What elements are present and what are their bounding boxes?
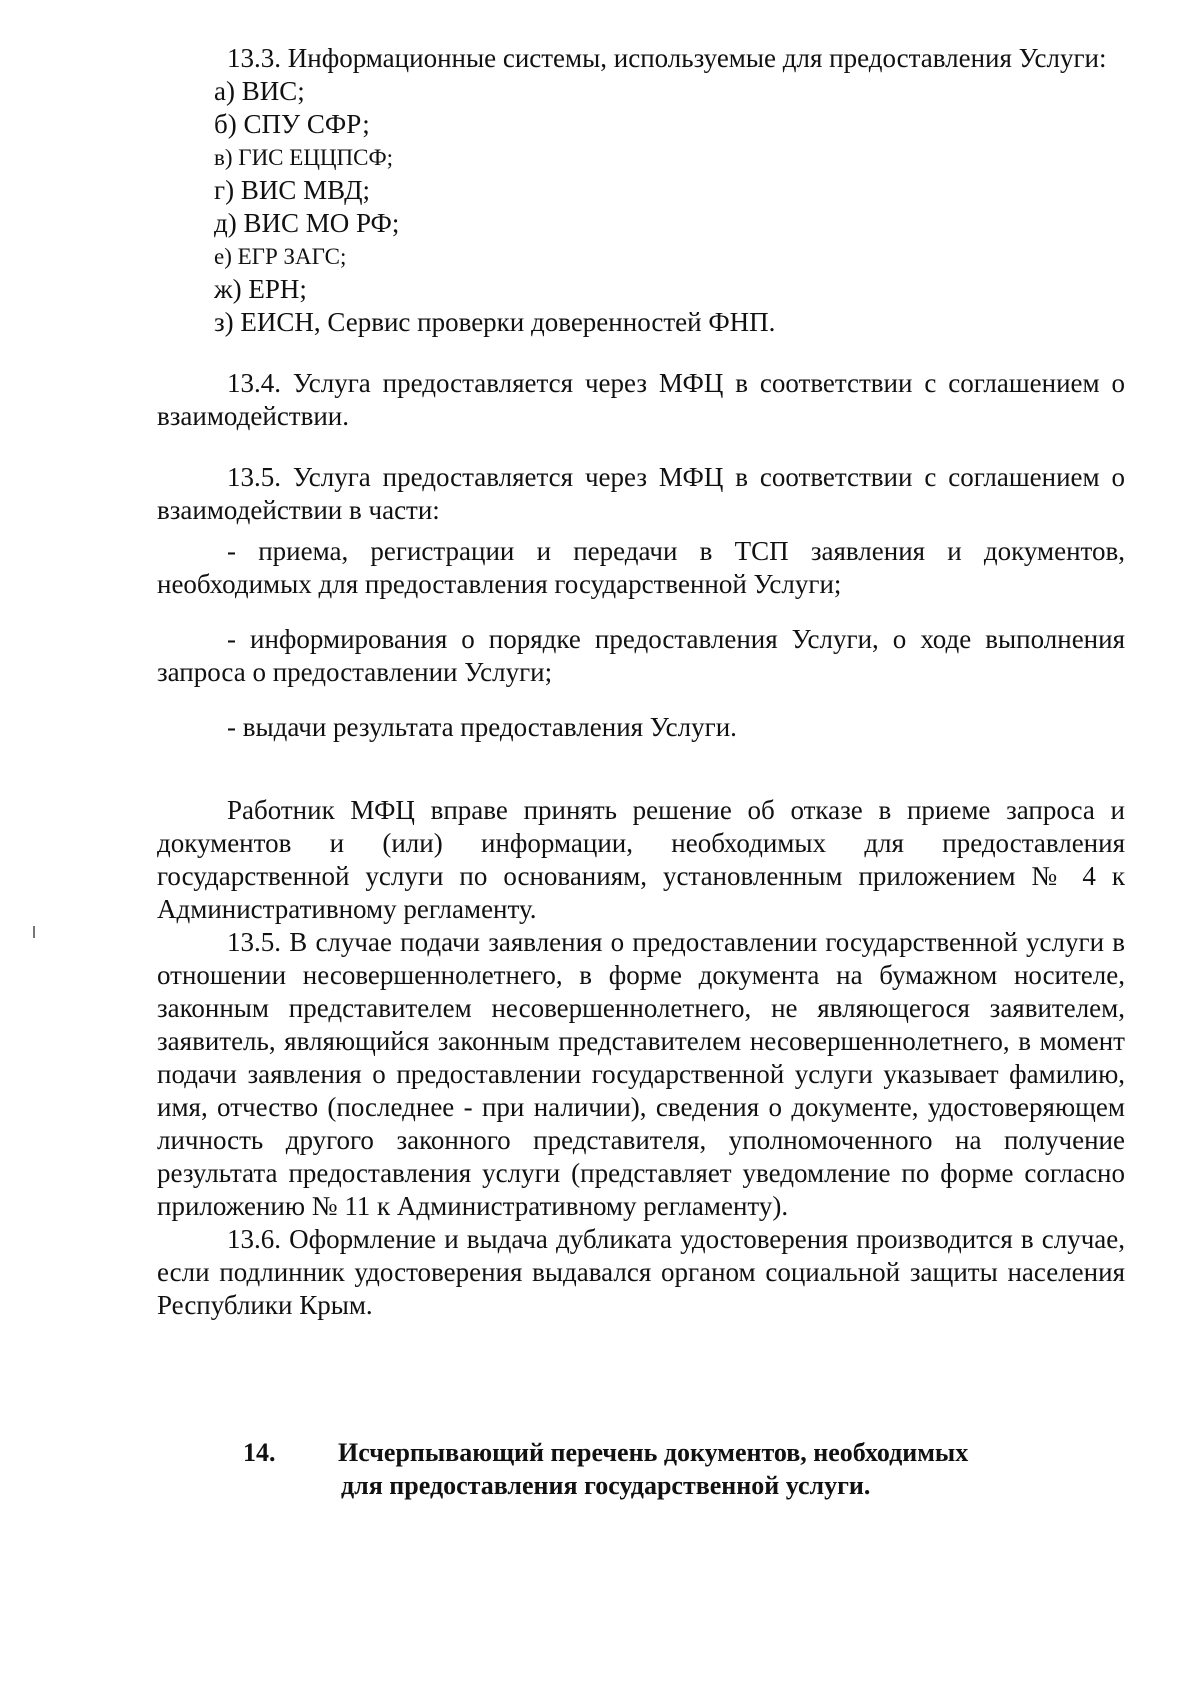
section-13-5-minor: 13.5. В случае подачи заявления о предоставлении государственной услуги в отношении несовершеннолетнего, в форме документа на бумажном носителе, законным представителем несовершеннолетнего, не являющегося заявителем, заявитель, являющийся законным представителем несовершеннолетнего, в момент подачи заявления о предоставлении государственной услуги указывает фамилию, имя, отчество (последнее - при наличии), сведения о документе, удостоверяющем личность другого законного представителя, уполномоченного на получение результата предоставления услуги (представляет уведомление по форме согласно приложению № 11 к Административному регламенту). — [157, 927, 1125, 1221]
section-14-title-line2: для предоставления государственной услуги. — [341, 1471, 871, 1500]
bullet-informing: - информирования о порядке предоставления Услуги, о ходе выполнения запроса о предоставлении Услуги; — [157, 624, 1125, 687]
list-item: в) ГИС ЕЦЦПСФ; — [214, 145, 394, 170]
section-14-title-line1: Исчерпывающий перечень документов, необходимых — [338, 1438, 969, 1467]
section-13-5-intro: 13.5. Услуга предоставляется через МФЦ в соответствии с соглашением о взаимодействии в части: — [157, 462, 1125, 525]
margin-mark — [33, 926, 35, 938]
mfc-refusal-paragraph: Работник МФЦ вправе принять решение об отказе в приеме запроса и документов и (или) информации, необходимых для предоставления государственной услуги по основаниям, установленным приложением № 4 к Административному регламенту. — [157, 795, 1125, 924]
bullet-reception: - приема, регистрации и передачи в ТСП заявления и документов, необходимых для предоставления государственной Услуги; — [157, 536, 1125, 599]
section-14-number: 14. — [243, 1438, 276, 1467]
list-item: е) ЕГР ЗАГС; — [214, 244, 347, 269]
list-item: д) ВИС МО РФ; — [214, 208, 400, 238]
information-systems-list — [157, 75, 1125, 339]
bullet-issuing: - выдачи результата предоставления Услуги. — [227, 712, 737, 742]
list-item: б) СПУ СФР; — [214, 109, 370, 139]
section-13-4: 13.4. Услуга предоставляется через МФЦ в соответствии с соглашением о взаимодействии. — [157, 368, 1125, 431]
section-13-3-intro: 13.3. Информационные системы, используемые для предоставления Услуги: — [227, 43, 1107, 73]
section-14-heading — [243, 1436, 1043, 1502]
list-item: з) ЕИСН, Сервис проверки доверенностей ФНП. — [214, 307, 776, 337]
section-13-6: 13.6. Оформление и выдача дубликата удостоверения производится в случае, если подлинник удостоверения выдавался органом социальной защиты населения Республики Крым. — [157, 1224, 1125, 1320]
list-item: а) ВИС; — [214, 76, 305, 106]
list-item: ж) ЕРН; — [214, 274, 307, 304]
document-body — [157, 42, 1125, 1322]
list-item: г) ВИС МВД; — [214, 175, 370, 205]
